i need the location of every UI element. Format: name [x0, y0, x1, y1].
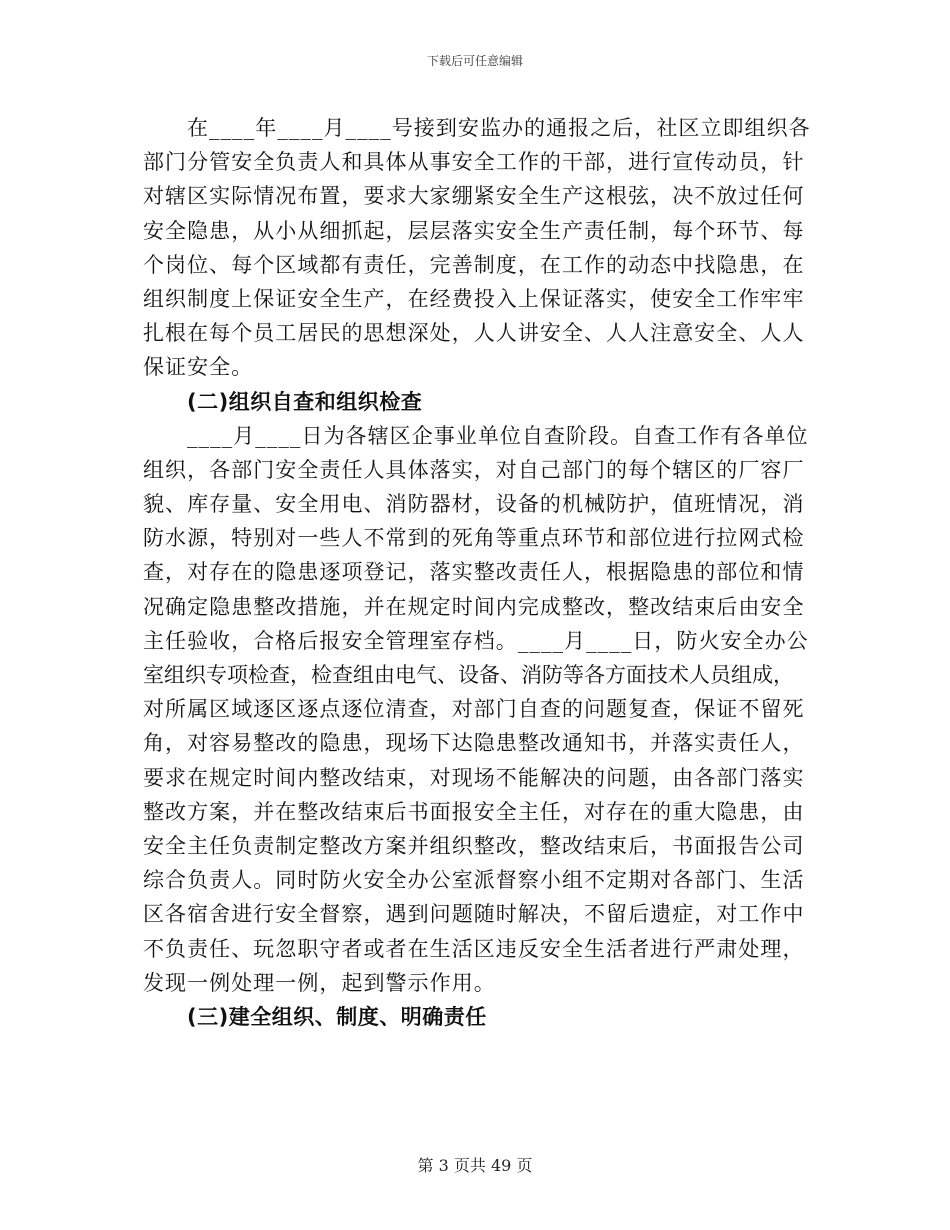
paragraph-line: 保证安全。	[143, 355, 254, 380]
paragraph-line: 防水源，特别对一些人不常到的死角等重点环节和部位进行拉网式检	[143, 526, 805, 551]
paragraph-line: 在____年____月____号接到安监办的通报之后，社区立即组织各	[187, 116, 811, 140]
paragraph-line: 发现一例处理一例，起到警示作用。	[143, 970, 496, 995]
paragraph-line: 要求在规定时间内整改结束，对现场不能解决的问题，由各部门落实	[143, 765, 805, 790]
paragraph-line: 貌、库存量、安全用电、消防器材，设备的机械防护，值班情况，消	[143, 492, 805, 517]
paragraph-line: 对辖区实际情况布置，要求大家绷紧安全生产这根弦，决不放过任何	[143, 184, 805, 209]
paragraph-line: 综合负责人。同时防火安全办公室派督察小组不定期对各部门、生活	[143, 868, 805, 893]
section-heading: (三)建全组织、制度、明确责任	[187, 1004, 487, 1029]
page-header-note: 下载后可任意编辑	[426, 54, 523, 68]
paragraph-line: 组织制度上保证安全生产，在经费投入上保证落实，使安全工作牢牢	[143, 286, 805, 311]
paragraph-line: 组织，各部门安全责任人具体落实，对自己部门的每个辖区的厂容厂	[143, 457, 805, 482]
paragraph-line: 主任验收，合格后报安全管理室存档。____月____日，防火安全办公	[143, 628, 809, 653]
section-heading: (二)组织自查和组织检查	[187, 389, 423, 414]
paragraph-line: 况确定隐患整改措施，并在规定时间内完成整改，整改结束后由安全	[143, 594, 805, 619]
page-number: 第 3 页共 49 页	[417, 1156, 533, 1175]
paragraph-line: 安全隐患，从小从细抓起，层层落实安全生产责任制，每个环节、每	[143, 218, 805, 243]
paragraph-line: 安全主任负责制定整改方案并组织整改，整改结束后，书面报告公司	[143, 833, 805, 858]
paragraph-line: 个岗位、每个区域都有责任，完善制度，在工作的动态中找隐患，在	[143, 252, 805, 277]
paragraph-line: ____月____日为各辖区企事业单位自查阶段。自查工作有各单位	[187, 423, 809, 448]
paragraph-line: 整改方案，并在整改结束后书面报安全主任，对存在的重大隐患，由	[143, 799, 805, 824]
paragraph-line: 不负责任、玩忽职守者或者在生活区违反安全生活者进行严肃处理，	[143, 936, 805, 961]
paragraph-line: 部门分管安全负责人和具体从事安全工作的干部，进行宣传动员，针	[143, 150, 805, 175]
paragraph-line: 扎根在每个员工居民的思想深处，人人讲安全、人人注意安全、人人	[143, 321, 805, 346]
paragraph-line: 对所属区域逐区逐点逐位清查，对部门自查的问题复查，保证不留死	[143, 697, 805, 722]
paragraph-line: 室组织专项检查，检查组由电气、设备、消防等各方面技术人员组成，	[143, 663, 794, 687]
paragraph-line: 区各宿舍进行安全督察，遇到问题随时解决，不留后遗症，对工作中	[143, 902, 805, 927]
paragraph-line: 角，对容易整改的隐患，现场下达隐患整改通知书，并落实责任人，	[143, 731, 805, 756]
paragraph-line: 查，对存在的隐患逐项登记，落实整改责任人，根据隐患的部位和情	[143, 560, 805, 585]
document-body	[143, 111, 811, 1034]
